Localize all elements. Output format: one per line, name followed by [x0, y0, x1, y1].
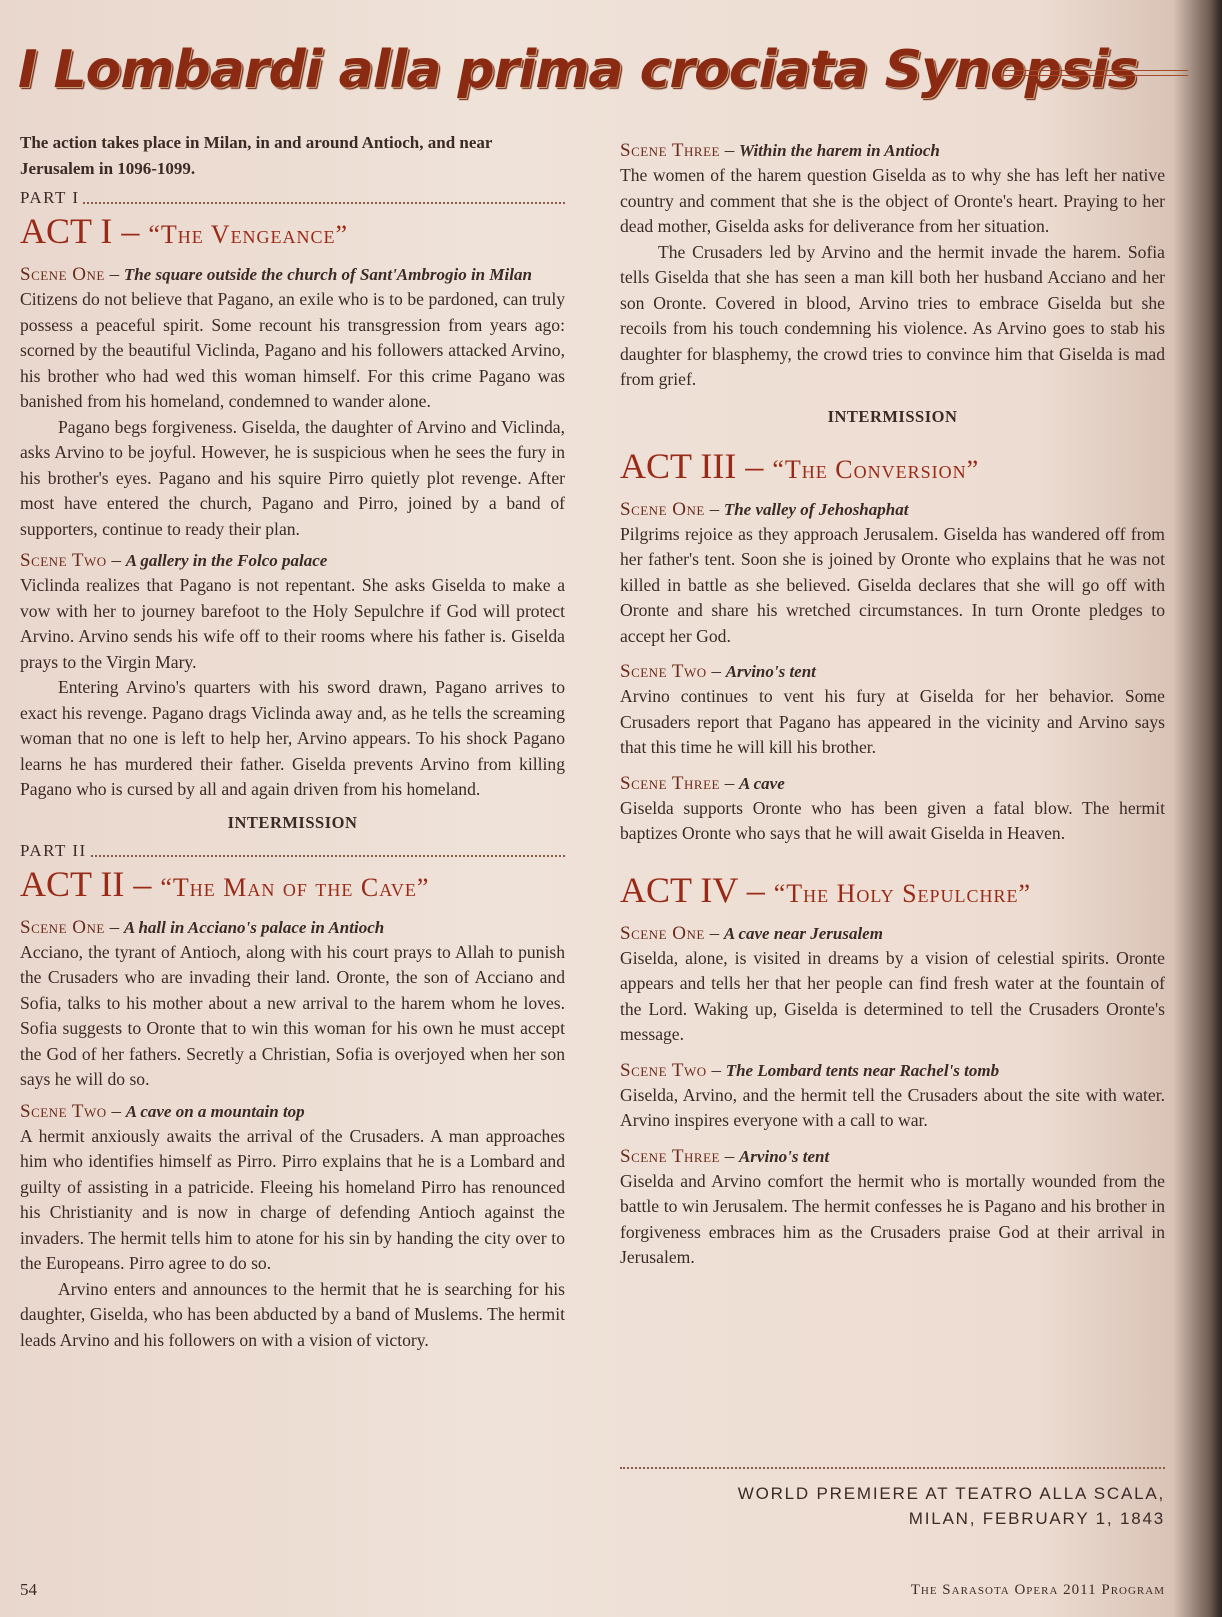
scene-dash: –	[109, 916, 120, 938]
act-one-number: ACT I	[20, 211, 113, 251]
act4-scene2-heading	[620, 1058, 1165, 1083]
left-column	[20, 130, 565, 1353]
act2-scene3-para2: The Crusaders led by Arvino and the hermit invade the harem. Sofia tells Giselda that she has seen a man kill both her husband Acciano and her son Oronte. Covered in blood, Arvino tries to embrace Giselda but she recoils from his touch condemning his violence. As Arvino goes to stab his daughter for blasphemy, the crowd tries to convince him that Giselda is mad from grief.	[620, 241, 1165, 389]
act-one-heading	[20, 210, 565, 256]
act1-scene1-heading	[20, 262, 565, 287]
act1-scene2-heading	[20, 548, 565, 573]
intro-text: The action takes place in Milan, in and around Antioch, and near Jerusalem in 1096-1099.	[20, 133, 493, 178]
scene-name: Scene Two	[20, 1100, 107, 1122]
scene-location: A gallery in the Folco palace	[125, 551, 328, 570]
act-two-number: ACT II	[20, 863, 125, 904]
scene-dash: –	[724, 1145, 735, 1167]
scene-location: A cave near Jerusalem	[723, 923, 883, 943]
act-one-name: “The Vengeance”	[148, 220, 349, 249]
title-row	[18, 40, 1193, 110]
act4-scene1-heading	[620, 921, 1165, 946]
scene-location: Arvino's tent	[725, 662, 816, 681]
scene-location: The Lombard tents near Rachel's tomb	[725, 1060, 1000, 1080]
scene-name: Scene Three	[620, 772, 720, 794]
scene-name: Scene One	[20, 264, 105, 285]
part-one-rule	[83, 202, 565, 204]
act3-scene1-para1: Pilgrims rejoice as they approach Jerusalem. Giselda has wandered off from her father's tent. Soon she is joined by Oronte who explains that he was not killed in battle as she believed. Giselda declares that she will go off with Oronte and share his wretched circumstances. In turn Oronte pledges to accept her God.	[620, 523, 1165, 646]
act3-scene3-heading	[620, 771, 1165, 796]
act4-scene3-para1: Giselda and Arvino comfort the hermit who is mortally wounded from the battle to win Jerusalem. The hermit confesses he is Pagano and his brother in forgiveness embraces him as the Crusaders praise God at their arrival in Jerusalem.	[620, 1170, 1165, 1267]
act3-scene1-heading	[620, 497, 1165, 522]
act1-scene1-para1: Citizens do not believe that Pagano, an exile who is to be pardoned, can truly possess a peaceful spirit. Some recount his transgression from years ago: scorned by the beautiful Viclinda, Pagano and his followers attacked Arvino, his brother who had wed this woman himself. For this crime Pagano was banished from his homeland, condemned to wander alone.	[20, 289, 565, 411]
scene-dash: –	[724, 140, 735, 161]
act-dash: –	[746, 869, 765, 910]
act-dash: –	[745, 445, 764, 486]
scene-location: The square outside the church of Sant'Ambrogio in Milan	[123, 265, 532, 284]
premiere-note	[738, 1481, 1165, 1531]
act1-scene1-para2: Pagano begs forgiveness. Giselda, the daughter of Arvino and Viclinda, asks Arvino to be joyful. However, he is suspicious when he sees the fury in his brother's eyes. Pagano and his squire Pirro quietly plot revenge. After most have entered the church, Pagano and Pirro, joined by a band of supporters, continue to ready their plan.	[20, 416, 565, 539]
scene-location: A cave	[738, 773, 785, 793]
act4-scene1-para1: Giselda, alone, is visited in dreams by a vision of celestial spirits. Oronte appears and tells her that her people can find fresh water at the fountain of the Lord. Waking up, Giselda is determined to tell the Crusaders Oronte's message.	[620, 947, 1165, 1044]
scene-dash: –	[709, 498, 720, 520]
premiere-line-1: WORLD PREMIERE AT TEATRO ALLA SCALA,	[737, 1484, 1165, 1503]
act2-scene1-heading	[20, 915, 565, 940]
act3-scene2-para1: Arvino continues to vent his fury at Giselda for her behavior. Some Crusaders report that Pagano has appeared in the vicinity and Arvino says that this time he will kill his brother.	[620, 686, 1165, 757]
scene-name: Scene One	[620, 922, 705, 944]
scene-dash: –	[711, 1059, 721, 1081]
act4-scene3-heading	[620, 1144, 1165, 1169]
act-three-heading	[620, 445, 1165, 491]
premiere-line-2: MILAN, FEBRUARY 1, 1843	[908, 1509, 1165, 1528]
right-column	[620, 138, 1165, 1271]
act-four-heading	[620, 869, 1165, 915]
premiere-rule	[620, 1467, 1165, 1469]
act-dash: –	[121, 211, 140, 251]
part-one-label: PART I	[20, 188, 80, 207]
page-number: 54	[20, 1580, 37, 1599]
part-two-label: PART II	[20, 840, 87, 860]
act2-scene2-para1: A hermit anxiously awaits the arrival of the Crusaders. A man approaches him who identifies himself as Pirro. Pirro explains that he is a Lombard and guilty of assisting in a patricide. Fleeing his homeland Pirro has renounced his Christianity and is now in charge of defending Antioch against the invaders. The hermit tells him to atone for his sin by handing the city over to the Europeans. Pirro agree to do so.	[20, 1125, 565, 1273]
act4-scene2-para1: Giselda, Arvino, and the hermit tell the Crusaders about the site with water. Arvino inspires everyone with a call to war.	[620, 1084, 1165, 1130]
scene-name: Scene Three	[620, 1145, 720, 1167]
scene-name: Scene One	[20, 916, 105, 938]
intermission-label: INTERMISSION	[227, 812, 358, 832]
act3-scene3-para1: Giselda supports Oronte who has been given a fatal blow. The hermit baptizes Oronte who says that he will await Giselda in Heaven.	[620, 797, 1165, 843]
scene-location: A hall in Acciano's palace in Antioch	[123, 917, 385, 937]
act-three-name: “The Conversion”	[772, 454, 980, 484]
scene-location: Arvino's tent	[738, 1146, 830, 1166]
intermission-label: INTERMISSION	[827, 406, 958, 426]
scene-location: Within the harem in Antioch	[738, 141, 940, 160]
scene-name: Scene Two	[620, 1059, 707, 1081]
act-four-number: ACT IV	[620, 869, 738, 910]
act2-scene3-heading	[620, 138, 1165, 163]
page-title: I Lombardi alla prima crociata Synopsis	[18, 40, 1138, 100]
part-one-heading	[20, 188, 565, 208]
scene-dash: –	[709, 922, 720, 944]
part-two-rule	[91, 855, 565, 857]
scene-name: Scene One	[620, 498, 705, 520]
title-rule	[1003, 70, 1188, 76]
act-two-heading	[20, 863, 565, 909]
act-three-number: ACT III	[620, 445, 737, 486]
act2-scene3-para1: The women of the harem question Giselda as to why she has left her native country and comment that she is the object of Oronte's heart. Praying to her dead mother, Giselda asks for deliverance from her situation.	[620, 165, 1165, 236]
act-dash: –	[133, 863, 152, 904]
act2-scene2-para2: Arvino enters and announces to the hermit that he is searching for his daughter, Giselda, who has been abducted by a band of Muslems. The hermit leads Arvino and his followers on with a vision of victory.	[20, 1278, 565, 1350]
act3-scene2-heading	[620, 659, 1165, 684]
act1-scene2-para2: Entering Arvino's quarters with his sword drawn, Pagano arrives to exact his revenge. Pagano drags Viclinda away and, as he tells the screaming woman that no one is left to help her, Arvino appears. To his shock Pagano learns he has murdered their father. Giselda prevents Arvino from killing Pagano who is cursed by all and again driven from his homeland.	[20, 677, 565, 799]
scene-dash: –	[111, 1100, 121, 1122]
scene-location: The valley of Jehoshaphat	[723, 499, 909, 519]
scene-dash: –	[109, 264, 120, 285]
act1-scene2-para1: Viclinda realizes that Pagano is not repentant. She asks Giselda to make a vow with her to journey barefoot to the Holy Sepulchre if God will protect Arvino. Arvino sends his wife off to their rooms where his father is. Giselda prays to the Virgin Mary.	[20, 575, 565, 672]
scene-dash: –	[724, 772, 735, 794]
scene-dash: –	[111, 550, 121, 571]
act2-scene2-heading	[20, 1099, 565, 1124]
scene-location: A cave on a mountain top	[125, 1101, 305, 1121]
scene-name: Scene Three	[620, 140, 720, 161]
part-two-heading	[20, 841, 565, 861]
scene-dash: –	[711, 661, 721, 682]
scene-name: Scene Two	[20, 550, 107, 571]
program-footer: The Sarasota Opera 2011 Program	[910, 1582, 1165, 1598]
act-four-name: “The Holy Sepulchre”	[773, 878, 1032, 908]
scene-name: Scene Two	[620, 661, 707, 682]
act2-scene1-para1: Acciano, the tyrant of Antioch, along with his court prays to Allah to punish the Crusaders who are invading their land. Oronte, the son of Acciano and Sofia, talks to his mother about a new arrival to the harem whom he loves. Sofia suggests to Oronte that to win this woman for his own he must accept the God of her fathers. Secretly a Christian, Sofia is overjoyed when her son says he will do so.	[20, 941, 565, 1089]
act-two-name: “The Man of the Cave”	[160, 872, 430, 902]
